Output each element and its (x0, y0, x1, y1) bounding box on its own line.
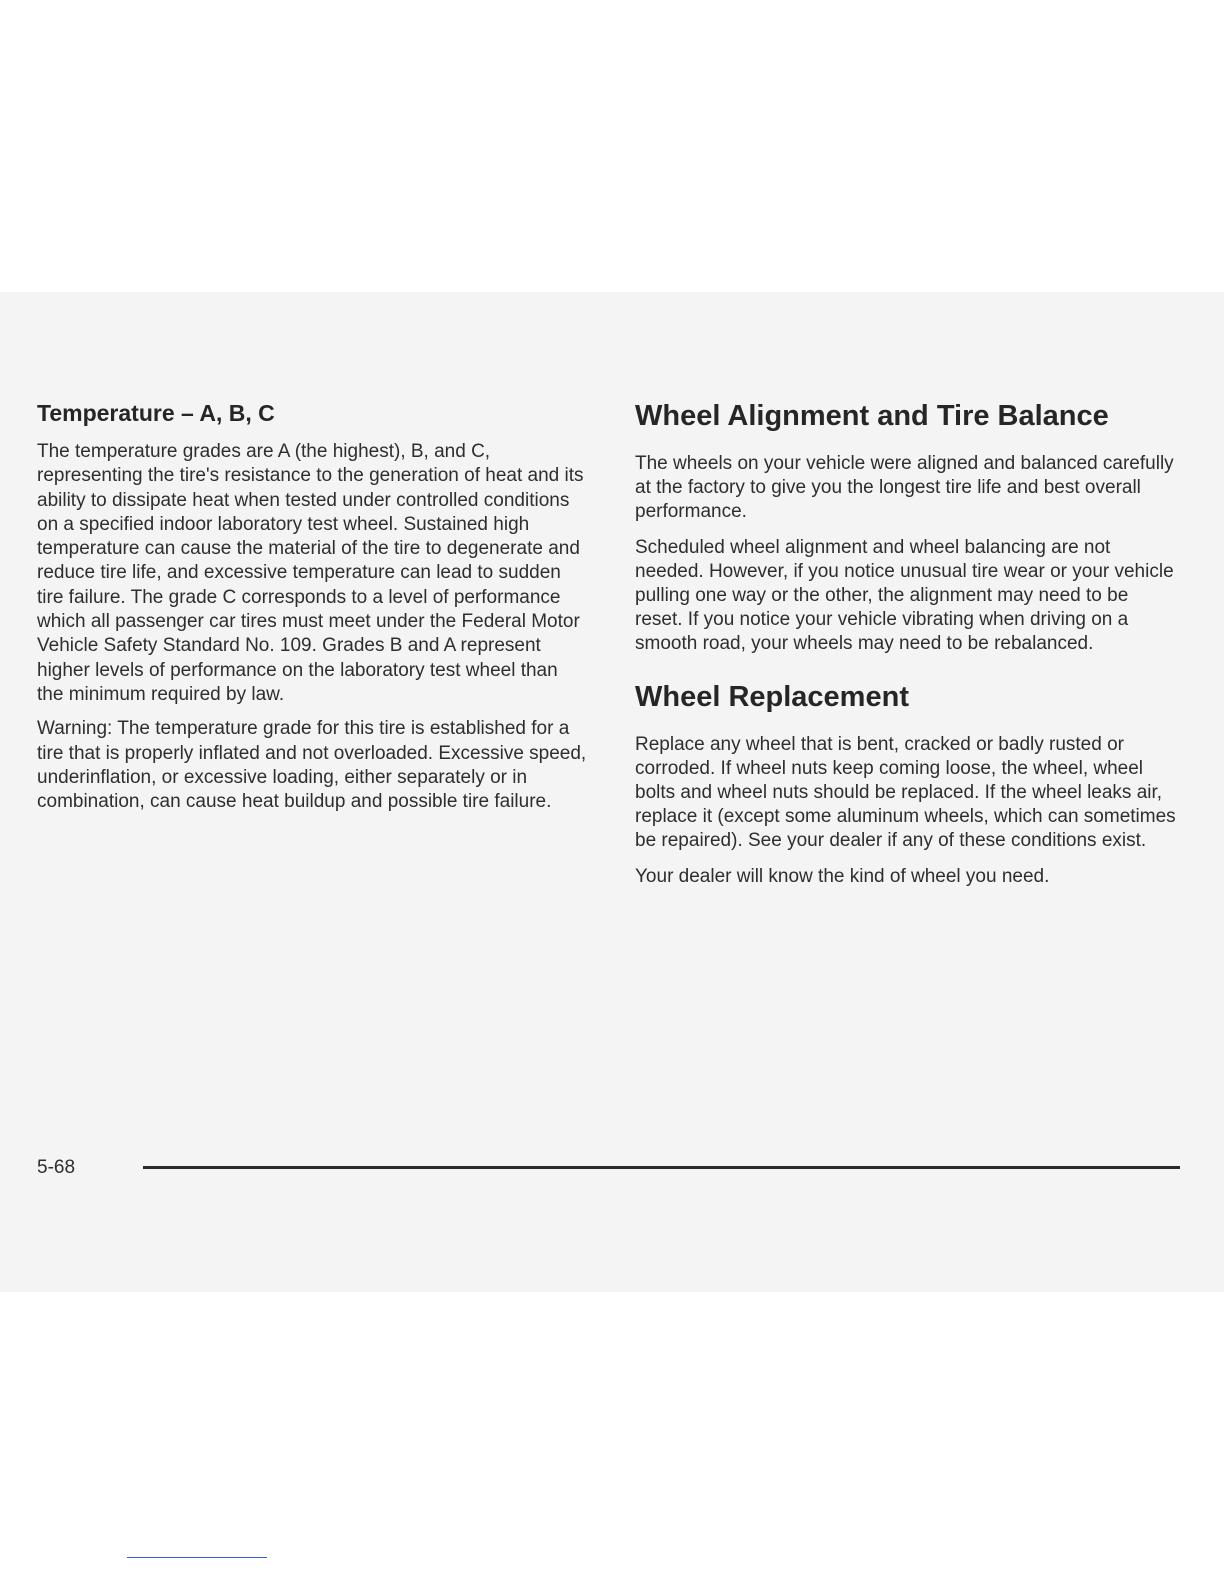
replacement-paragraph-2: Your dealer will know the kind of wheel you need. (635, 865, 1050, 887)
warning-paragraph: Warning: The temperature grade for this tire is established for a tire that is properly inflated and not overloaded. Excessive speed, underinflation, or excessive loading, either separately or in combination, can cause heat buildup and possible tire failure. (37, 718, 587, 813)
left-column (37, 398, 587, 824)
temperature-heading: Temperature – A, B, C (37, 400, 275, 426)
wheel-alignment-heading: Wheel Alignment and Tire Balance (635, 400, 1109, 432)
replacement-paragraph-1: Replace any wheel that is bent, cracked or badly rusted or corroded. If wheel nuts keep coming loose, the wheel, wheel bolts and wheel nuts should be replaced. If the wheel leaks air, replace it (except some aluminum wheels, which can sometimes be repaired). See your dealer if any of these conditions exist. (635, 733, 1176, 852)
alignment-paragraph-1: The wheels on your vehicle were aligned and balanced carefully at the factory to give you the longest tire life and best overall performance. (635, 453, 1174, 523)
footer-rule (143, 1166, 1180, 1169)
link-underline[interactable] (127, 1557, 267, 1558)
temperature-paragraph: The temperature grades are A (the highest), B, and C, representing the tire's resistance to the generation of heat and its ability to dissipate heat when tested under controlled conditions on a specified indoor laboratory test wheel. Sustained high temperature can cause the material of the tire to degenerate and reduce tire life, and excessive temperature can lead to sudden tire failure. The grade C corresponds to a level of performance which all passenger car tires must meet under the Federal Motor Vehicle Safety Standard No. 109. Grades B and A represent higher levels of performance on the laboratory test wheel than the minimum required by law. (37, 441, 584, 705)
page-number: 5-68 (37, 1157, 76, 1178)
wheel-replacement-heading: Wheel Replacement (635, 680, 909, 713)
right-column (635, 398, 1180, 900)
alignment-paragraph-2: Scheduled wheel alignment and wheel balancing are not needed. However, if you notice unusual tire wear or your vehicle pulling one way or the other, the alignment may need to be reset. If you notice your vehicle vibrating when driving on a smooth road, your wheels may need to be rebalanced. (635, 536, 1174, 655)
